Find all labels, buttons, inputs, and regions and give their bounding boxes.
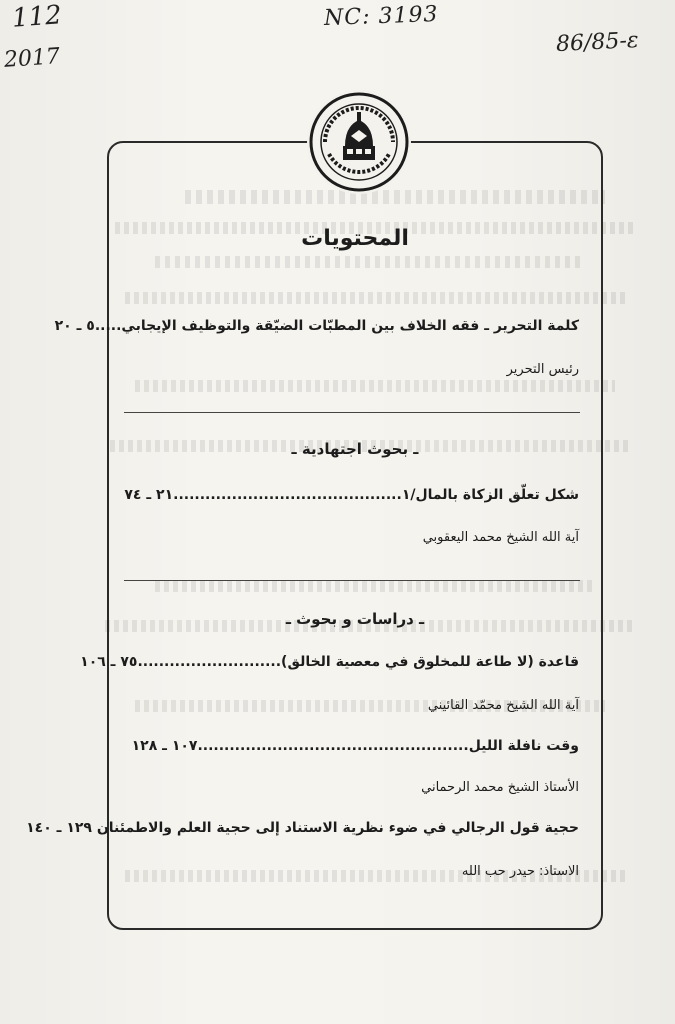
toc-entry-title: شكل تعلّق الزكاة بالمال/١...........................................٢١ ـ ٧٤	[124, 487, 579, 503]
handwritten-page-ref: 86/85-ε	[555, 27, 640, 58]
divider	[124, 412, 580, 413]
editorial-entry-author: رئيس التحرير	[506, 362, 579, 377]
toc-entry-author: الاستاذ: حيدر حب الله	[461, 864, 579, 879]
divider	[124, 580, 580, 581]
toc-entry-title: قاعدة (لا طاعة للمخلوق في معصية الخالق)...........................٧٥ ـ ١٠٦	[80, 654, 579, 670]
toc-entry-title: حجية قول الرجالي في ضوء نظرية الاستناد إلى حجية العلم والاطمئنان ١٢٩ ـ ١٤٠	[26, 820, 579, 836]
handwritten-number: 112	[11, 0, 63, 34]
toc-entry-title: وقت نافلة الليل...................................................١٠٧ ـ ١٢٨	[131, 738, 579, 754]
editorial-entry-title: كلمة التحرير ـ فقه الخلاف بين المطبّات الضيّقة والتوظيف الإيجابي.....٥ ـ ٢٠	[54, 318, 579, 334]
toc-entry-author: آية الله الشيخ محمد اليعقوبي	[422, 530, 579, 545]
toc-entry-author: آية الله الشيخ محمّد القائيني	[427, 698, 579, 713]
contents-title: المحتويات	[301, 226, 409, 251]
toc-entry-author: الأستاذ الشيخ محمد الرحماني	[421, 780, 579, 795]
handwritten-year: 2017	[3, 44, 61, 73]
section-heading: ـ بحوث اجتهادية ـ	[291, 440, 419, 458]
handwritten-catalog-number: NC: 3193	[323, 2, 439, 31]
emblem-logo-icon	[307, 90, 411, 194]
publisher-emblem	[307, 90, 411, 194]
section-heading: ـ دراسات و بحوث ـ	[285, 610, 425, 628]
